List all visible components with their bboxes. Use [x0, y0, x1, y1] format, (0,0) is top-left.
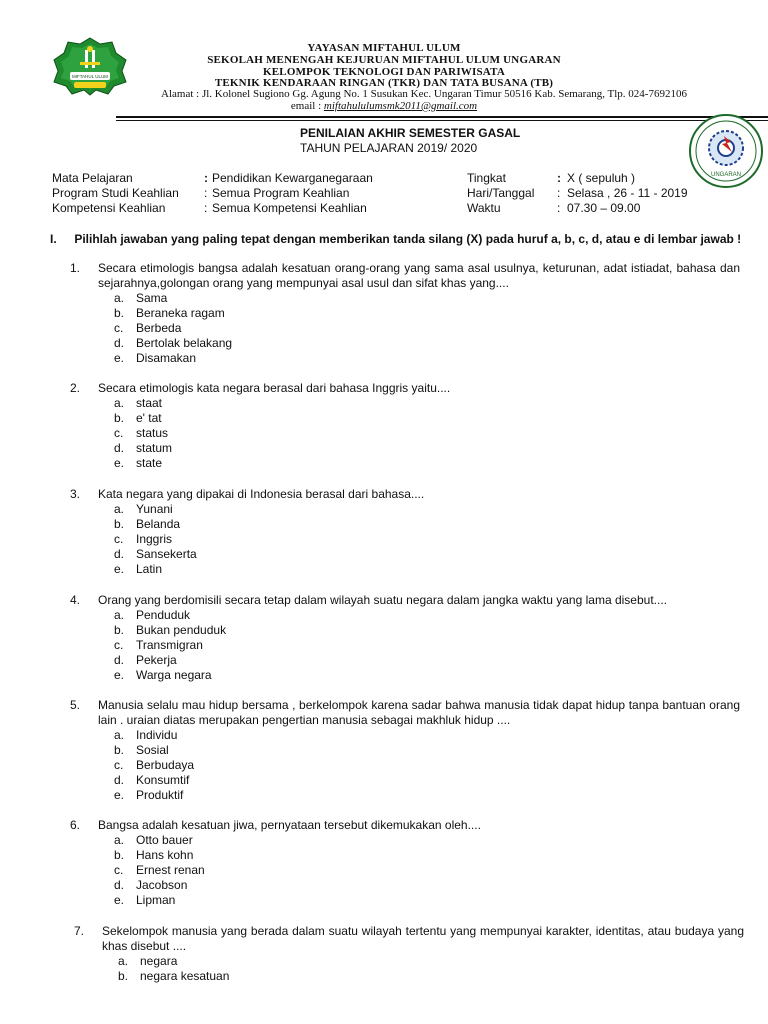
option-text: Otto bauer: [136, 833, 193, 847]
info-label: Tingkat: [467, 171, 506, 185]
info-sep: :: [204, 186, 208, 200]
question-6: [70, 818, 740, 908]
email-label: email :: [290, 100, 322, 112]
info-value: Semua Program Keahlian: [212, 186, 350, 200]
info-label: Kompetensi Keahlian: [52, 201, 166, 215]
info-row-subject: [52, 171, 373, 186]
option-letter: a.: [118, 954, 129, 968]
question-number: 1.: [70, 261, 81, 275]
info-label: Program Studi Keahlian: [52, 186, 179, 200]
answer-option: [114, 758, 740, 773]
option-text: Latin: [136, 562, 163, 576]
answer-option: [114, 623, 740, 638]
answer-option: [114, 608, 740, 623]
option-text: Konsumtif: [136, 773, 190, 787]
school-email-line: [0, 100, 768, 112]
section-instruction: [50, 232, 741, 246]
option-text: Yunani: [136, 502, 173, 516]
option-text: negara: [140, 954, 178, 968]
question-number: 4.: [70, 593, 81, 607]
answer-option: [114, 638, 740, 653]
answer-options: [114, 396, 740, 471]
answer-option: [114, 291, 740, 306]
info-sep: :: [557, 201, 561, 215]
option-letter: b.: [118, 969, 129, 983]
answer-option: [114, 426, 740, 441]
answer-option: [114, 547, 740, 562]
answer-options: [114, 608, 740, 683]
answer-option: [114, 306, 740, 321]
option-letter: e.: [114, 351, 125, 365]
logo-right-text: UNGARAN: [710, 172, 742, 178]
option-text: Ernest renan: [136, 863, 205, 877]
option-text: Lipman: [136, 893, 176, 907]
option-text: Produktif: [136, 788, 184, 802]
option-text: Inggris: [136, 532, 173, 546]
answer-option: [114, 456, 740, 471]
option-text: negara kesatuan: [140, 969, 230, 983]
info-row-time: [467, 201, 641, 216]
programs-name: TEKNIK KENDARAAN RINGAN (TKR) DAN TATA BUSANA (TB): [214, 77, 554, 89]
school-email: miftahululumsmk2011@gmail.com: [323, 100, 478, 112]
option-text: Beraneka ragam: [136, 306, 225, 320]
question-3: [70, 487, 740, 577]
option-letter: a.: [114, 291, 125, 305]
option-text: Jacobson: [136, 878, 188, 892]
info-sep: :: [204, 201, 208, 215]
option-text: Berbudaya: [136, 758, 195, 772]
option-text: Bertolak belakang: [136, 336, 233, 350]
answer-option: [114, 833, 740, 848]
option-letter: d.: [114, 336, 125, 350]
option-letter: e.: [114, 668, 125, 682]
question-text: Secara etimologis kata negara berasal dari bahasa Inggris yaitu....: [98, 381, 451, 395]
answer-option: [114, 848, 740, 863]
header-rule-thin: [116, 120, 768, 121]
question-number: 3.: [70, 487, 81, 501]
answer-option: [118, 969, 744, 984]
answer-option: [114, 336, 740, 351]
info-value: Semua Kompetensi Keahlian: [212, 201, 367, 215]
option-text: Individu: [136, 728, 178, 742]
question-text: Bangsa adalah kesatuan jiwa, pernyataan tersebut dikemukakan oleh....: [98, 818, 481, 832]
option-text: state: [136, 456, 163, 470]
option-letter: d.: [114, 653, 125, 667]
group-name: KELOMPOK TEKNOLOGI DAN PARIWISATA: [262, 66, 505, 78]
answer-option: [114, 396, 740, 411]
option-letter: b.: [114, 517, 125, 531]
option-letter: b.: [114, 623, 125, 637]
answer-option: [114, 893, 740, 908]
section-number: I.: [50, 232, 57, 246]
option-letter: b.: [114, 306, 125, 320]
question-text: Sekelompok manusia yang berada dalam suatu wilayah tertentu yang mempunyai karakter, identitas, atau budaya yang khas disebut ....: [102, 924, 744, 953]
answer-option: [114, 878, 740, 893]
question-number: 2.: [70, 381, 81, 395]
question-1: [70, 261, 740, 366]
info-label: Mata Pelajaran: [52, 171, 133, 185]
answer-option: [114, 441, 740, 456]
question-text: Orang yang berdomisili secara tetap dalam wilayah suatu negara dalam jangka waktu yang lama disebut....: [98, 593, 667, 607]
option-text: Warga negara: [136, 668, 212, 682]
info-row-date: [467, 186, 688, 201]
option-letter: b.: [114, 743, 125, 757]
foundation-name: YAYASAN MIFTAHUL ULUM: [307, 42, 461, 54]
answer-options: [114, 728, 740, 803]
answer-option: [114, 773, 740, 788]
option-letter: c.: [114, 321, 124, 335]
option-letter: a.: [114, 833, 125, 847]
option-text: Bukan penduduk: [136, 623, 227, 637]
question-5: [70, 698, 740, 803]
school-address: Alamat : Jl. Kolonel Sugiono Gg. Agung No. 1 Susukan Kec. Ungaran Timur 50516 Kab. Semarang, Tlp. 024-7692106: [161, 88, 687, 100]
info-value: X ( sepuluh ): [567, 171, 636, 185]
info-value: 07.30 – 09.00: [567, 201, 641, 215]
option-text: e' tat: [136, 411, 162, 425]
question-number: 5.: [70, 698, 81, 712]
header-rule-thick: [116, 116, 768, 118]
option-text: status: [136, 426, 169, 440]
answer-option: [118, 954, 744, 969]
question-text: Manusia selalu mau hidup bersama , berkelompok karena sadar bahwa manusia tidak dapat hidup tanpa bantuan orang lain . uraian diatas merupakan pengertian manusia sebagai makhluk hidup ....: [98, 698, 740, 727]
question-text: Kata negara yang dipakai di Indonesia berasal dari bahasa....: [98, 487, 425, 501]
info-right: [467, 171, 688, 216]
question-text: Secara etimologis bangsa adalah kesatuan orang-orang yang sama asal usulnya, keturunan, adat istiadat, bahasa dan sejarahnya,golongan orang yang mempunyai asal usul dan sifat khas yang....: [98, 261, 740, 290]
answer-options: [114, 291, 740, 366]
info-value: Selasa , 26 - 11 - 2019: [567, 186, 688, 200]
question-7: [74, 924, 744, 984]
answer-option: [114, 562, 740, 577]
option-text: Belanda: [136, 517, 181, 531]
info-sep: :: [204, 171, 208, 185]
info-label: Waktu: [467, 201, 501, 215]
answer-option: [114, 668, 740, 683]
logo-left-text: MIFTAHUL ULUM: [72, 74, 108, 79]
answer-option: [114, 788, 740, 803]
answer-options: [118, 954, 744, 984]
school-logo-right: [686, 112, 766, 190]
exam-year: TAHUN PELAJARAN 2019/ 2020: [300, 141, 478, 155]
option-text: Transmigran: [136, 638, 203, 652]
info-sep: :: [557, 186, 561, 200]
option-text: Penduduk: [136, 608, 191, 622]
answer-options: [114, 833, 740, 908]
info-row-level: [467, 171, 636, 186]
question-number: 7.: [74, 924, 85, 938]
option-letter: c.: [114, 863, 124, 877]
option-letter: d.: [114, 547, 125, 561]
option-text: Sosial: [136, 743, 169, 757]
option-text: Sansekerta: [136, 547, 197, 561]
option-letter: e.: [114, 788, 125, 802]
info-sep: :: [557, 171, 561, 185]
option-letter: d.: [114, 878, 125, 892]
info-row-competency: [52, 201, 367, 216]
answer-option: [114, 351, 740, 366]
option-text: staat: [136, 396, 163, 410]
option-letter: b.: [114, 848, 125, 862]
option-letter: a.: [114, 608, 125, 622]
option-letter: c.: [114, 426, 124, 440]
option-text: Hans kohn: [136, 848, 194, 862]
school-name: SEKOLAH MENENGAH KEJURUAN MIFTAHUL ULUM UNGARAN: [207, 54, 561, 66]
question-4: [70, 593, 740, 683]
option-letter: c.: [114, 532, 124, 546]
answer-option: [114, 321, 740, 336]
option-letter: d.: [114, 441, 125, 455]
option-letter: a.: [114, 728, 125, 742]
info-left: [52, 171, 373, 216]
answer-option: [114, 728, 740, 743]
option-letter: e.: [114, 562, 125, 576]
option-letter: b.: [114, 411, 125, 425]
answer-option: [114, 653, 740, 668]
info-value: Pendidikan Kewarganegaraan: [212, 171, 373, 185]
option-text: Pekerja: [136, 653, 177, 667]
info-row-program: [52, 186, 350, 201]
option-letter: e.: [114, 456, 125, 470]
option-letter: d.: [114, 773, 125, 787]
answer-option: [114, 517, 740, 532]
question-number: 6.: [70, 818, 81, 832]
option-text: Berbeda: [136, 321, 182, 335]
option-letter: e.: [114, 893, 125, 907]
option-letter: c.: [114, 638, 124, 652]
answer-option: [114, 743, 740, 758]
answer-option: [114, 502, 740, 517]
answer-option: [114, 411, 740, 426]
info-label: Hari/Tanggal: [467, 186, 535, 200]
option-letter: a.: [114, 396, 125, 410]
answer-options: [114, 502, 740, 577]
exam-title: PENILAIAN AKHIR SEMESTER GASAL: [300, 126, 521, 140]
option-text: Disamakan: [136, 351, 197, 365]
option-letter: c.: [114, 758, 124, 772]
question-2: [70, 381, 740, 471]
instruction-text: Pilihlah jawaban yang paling tepat dengan memberikan tanda silang (X) pada huruf a, b, c, d, atau e di lembar jawab !: [74, 232, 742, 246]
answer-option: [114, 863, 740, 878]
answer-option: [114, 532, 740, 547]
option-letter: a.: [114, 502, 125, 516]
option-text: Sama: [136, 291, 168, 305]
option-text: statum: [136, 441, 173, 455]
